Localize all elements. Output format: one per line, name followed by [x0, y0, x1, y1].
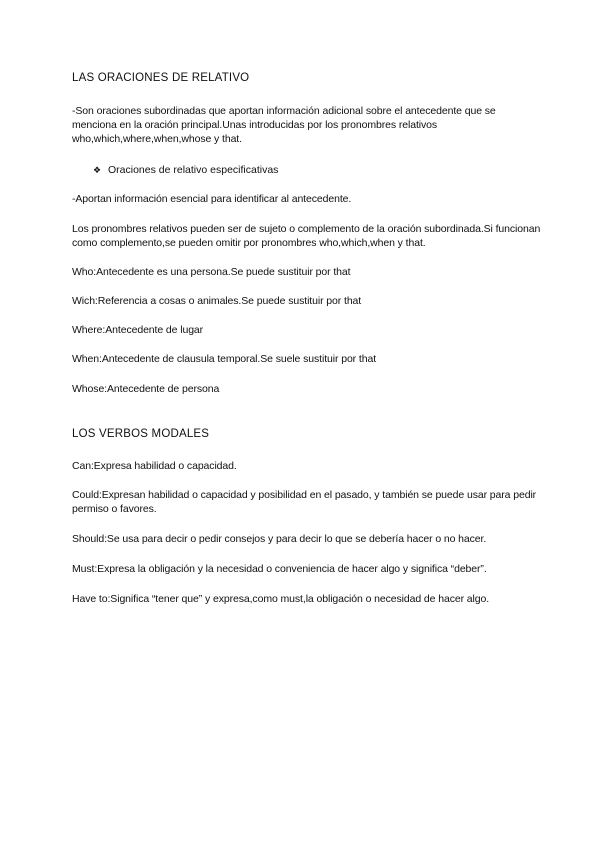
paragraph-could: Could:Expresan habilidad o capacidad y posibilidad en el pasado, y también se puede usar para pedir permiso o favores.: [72, 489, 537, 515]
bullet-item-especificativas: [92, 163, 278, 177]
paragraph-have-to: Have to:Significa “tener que” y expresa,como must,la obligación o necesidad de hacer algo.: [72, 593, 490, 605]
paragraph-where: Where:Antecedente de lugar: [72, 324, 204, 336]
paragraph-essential: -Aportan información esencial para identificar al antecedente.: [72, 193, 352, 205]
diamond-bullet-icon: ❖: [92, 165, 102, 175]
section-title-modales: LOS VERBOS MODALES: [72, 428, 210, 440]
paragraph-who: Who:Antecedente es una persona.Se puede sustituir por that: [72, 266, 351, 278]
section-title-relativo: LAS ORACIONES DE RELATIVO: [72, 72, 250, 84]
paragraph-whose: Whose:Antecedente de persona: [72, 383, 220, 395]
paragraph-intro: -Son oraciones subordinadas que aportan información adicional sobre el antecedente que se menciona en la oración principal.Unas introducidas por los pronombres relativos who,which,where,when,whose y that.: [72, 105, 496, 145]
paragraph-pronouns: Los pronombres relativos pueden ser de sujeto o complemento de la oración subordinada.Si funcionan como complemento,se pueden omitir por pronombres who,which,when y that.: [72, 223, 541, 249]
paragraph-should: Should:Se usa para decir o pedir consejos y para decir lo que se debería hacer o no hacer.: [72, 533, 487, 545]
paragraph-can: Can:Expresa habilidad o capacidad.: [72, 460, 237, 472]
paragraph-must: Must:Expresa la obligación y la necesidad o conveniencia de hacer algo y significa “deber”.: [72, 563, 487, 575]
paragraph-wich: Wich:Referencia a cosas o animales.Se puede sustituir por that: [72, 295, 362, 307]
paragraph-when: When:Antecedente de clausula temporal.Se suele sustituir por that: [72, 353, 377, 365]
bullet-label: Oraciones de relativo especificativas: [108, 164, 279, 176]
